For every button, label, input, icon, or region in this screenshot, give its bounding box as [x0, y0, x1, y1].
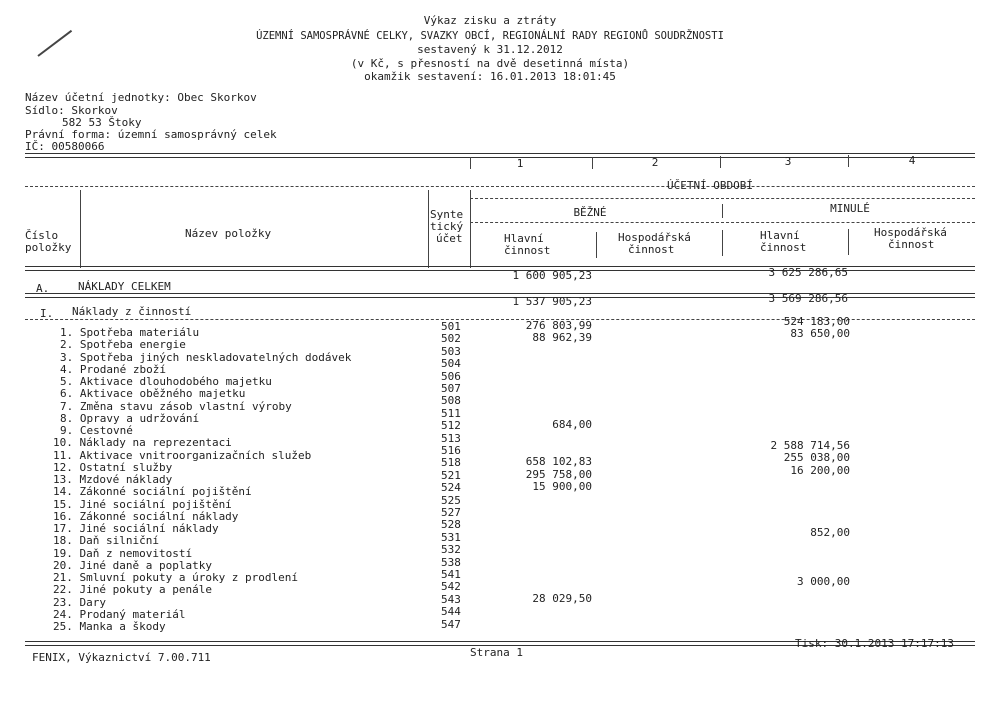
- col-num-4: 4: [908, 154, 916, 167]
- main-header-cur-2: činnost: [504, 244, 551, 257]
- item-no-header-2: položky: [25, 241, 72, 254]
- item-name: 23. Dary: [53, 595, 106, 609]
- item-account: 501: [441, 320, 461, 333]
- section-i-name: Náklady z činností: [72, 305, 192, 318]
- item-name: 21. Smluvní pokuty a úroky z prodlení: [53, 571, 299, 584]
- item-current-value: 658 102,83: [525, 455, 592, 469]
- section-i-previous: 3 569 286,56: [768, 292, 848, 305]
- item-account: 544: [441, 605, 461, 619]
- item-account: 547: [441, 617, 461, 631]
- item-account: 502: [441, 332, 461, 346]
- main-header-prev-2: činnost: [760, 241, 807, 254]
- item-account: 541: [441, 568, 461, 581]
- item-current-value: 295 758,00: [525, 467, 592, 481]
- item-current-value: 15 900,00: [532, 480, 592, 494]
- report-compiled-at: okamžik sestavení: 16.01.2013 18:01:45: [364, 70, 616, 83]
- unit-legal-form: Právní forma: územní samosprávný celek: [25, 128, 277, 141]
- item-no-header-1: Číslo: [25, 229, 59, 242]
- item-name: 6. Aktivace oběžného majetku: [60, 387, 246, 401]
- item-current-value: 88 962,39: [532, 331, 592, 345]
- item-account: 543: [441, 592, 461, 606]
- item-name: 9. Cestovné: [60, 424, 133, 437]
- unit-seat: Sídlo: Skorkov: [25, 104, 118, 117]
- econ-header-prev-1: Hospodářská: [874, 226, 947, 239]
- item-account: 507: [441, 382, 461, 395]
- item-account: 506: [441, 369, 461, 383]
- footer-page: Strana 1: [470, 646, 523, 659]
- item-account: 512: [441, 419, 461, 433]
- item-name: 7. Změna stavu zásob vlastní výroby: [60, 399, 292, 413]
- econ-header-cur-2: činnost: [628, 243, 675, 256]
- item-name: 8. Opravy a udržování: [60, 411, 200, 425]
- item-account: 503: [441, 344, 461, 358]
- item-previous-value: 3 000,00: [797, 575, 850, 589]
- item-name-header: Název položky: [185, 227, 272, 240]
- unit-name: Název účetní jednotky: Obec Skorkov: [25, 91, 257, 104]
- main-header-prev-1: Hlavní: [760, 229, 800, 242]
- synt-header-2: tický: [430, 220, 464, 233]
- section-a-name: NÁKLADY CELKEM: [78, 280, 171, 293]
- item-name: 1. Spotřeba materiálu: [60, 326, 200, 339]
- item-name: 20. Jiné daně a poplatky: [53, 558, 212, 572]
- item-current-value: 276 803,99: [525, 319, 592, 332]
- report-title: Výkaz zisku a ztráty: [423, 14, 557, 27]
- econ-header-prev-2: činnost: [888, 238, 935, 251]
- section-a-current: 1 600 905,23: [512, 269, 592, 282]
- report-subtitle: ÚZEMNÍ SAMOSPRÁVNÉ CELKY, SVAZKY OBCÍ, REGIONÁLNÍ RADY REGIONŮ SOUDRŽNOSTI: [256, 30, 724, 42]
- item-name: 19. Daň z nemovitostí: [53, 546, 193, 560]
- item-account: 508: [441, 394, 461, 408]
- footer-software: FENIX, Výkaznictví 7.00.711: [32, 651, 211, 664]
- item-name: 10. Náklady na reprezentaci: [53, 436, 232, 450]
- item-name: 2. Spotřeba energie: [60, 338, 186, 352]
- item-current-value: 684,00: [552, 418, 592, 432]
- item-name: 12. Ostatní služby: [53, 460, 173, 474]
- item-account: 542: [441, 580, 461, 594]
- item-name: 18. Daň silniční: [53, 534, 159, 548]
- item-account: 527: [441, 506, 461, 519]
- section-i-current: 1 537 905,23: [512, 295, 592, 308]
- item-previous-value: 852,00: [810, 525, 850, 539]
- item-account: 516: [441, 444, 461, 457]
- item-name: 16. Zákonné sociální náklady: [53, 509, 239, 523]
- item-account: 531: [441, 530, 461, 544]
- section-i-label: I.: [40, 307, 54, 320]
- item-account: 518: [441, 456, 461, 470]
- col-num-1: 1: [516, 157, 524, 170]
- item-account: 532: [441, 543, 461, 557]
- item-previous-value: 16 200,00: [790, 463, 850, 477]
- period-header: ÚČETNÍ OBDOBÍ: [666, 179, 754, 192]
- econ-header-cur-1: Hospodářská: [618, 231, 691, 244]
- section-a-previous: 3 625 286,65: [768, 266, 848, 279]
- item-previous-value: 2 588 714,56: [770, 439, 850, 452]
- col-num-2: 2: [651, 156, 659, 169]
- main-header-cur-1: Hlavní: [504, 232, 544, 245]
- item-name: 4. Prodané zboží: [60, 362, 166, 376]
- item-current-value: 28 029,50: [532, 591, 592, 605]
- item-name: 5. Aktivace dlouhodobého majetku: [60, 375, 272, 388]
- item-account: 511: [441, 406, 461, 420]
- item-name: 22. Jiné pokuty a penále: [53, 583, 212, 597]
- section-a-label: A.: [36, 282, 50, 295]
- previous-header: MINULÉ: [830, 202, 870, 215]
- item-name: 25. Manka a škody: [53, 620, 166, 633]
- item-account: 525: [441, 493, 461, 507]
- unit-ic: IČ: 00580066: [25, 140, 105, 153]
- item-previous-value: 524 183,00: [783, 315, 850, 328]
- item-previous-value: 83 650,00: [790, 327, 850, 341]
- item-account: 504: [441, 357, 461, 371]
- report-units: (v Kč, s přesností na dvě desetinná místa): [350, 57, 630, 70]
- unit-address: 582 53 Štoky: [62, 116, 142, 129]
- item-name: 13. Mzdové náklady: [53, 473, 173, 486]
- report-date: sestavený k 31.12.2012: [417, 43, 563, 56]
- synt-header-1: Synte: [430, 208, 464, 221]
- item-name: 14. Zákonné sociální pojištění: [53, 485, 252, 499]
- item-name: 3. Spotřeba jiných neskladovatelných dodávek: [60, 350, 352, 364]
- item-previous-value: 255 038,00: [783, 451, 850, 465]
- col-num-3: 3: [784, 155, 792, 168]
- item-account: 521: [441, 468, 461, 482]
- item-account: 538: [441, 555, 461, 569]
- footer-printed: Tisk: 30.1.2013 17:17:13: [795, 637, 954, 650]
- item-name: 15. Jiné sociální pojištění: [53, 497, 232, 511]
- item-name: 17. Jiné sociální náklady: [53, 522, 219, 535]
- item-name: 11. Aktivace vnitroorganizačních služeb: [53, 448, 312, 462]
- item-account: 513: [441, 431, 461, 445]
- pen-mark: [37, 30, 72, 57]
- current-header: BĚŽNÉ: [573, 206, 607, 219]
- item-account: 528: [441, 518, 461, 532]
- item-name: 24. Prodaný materiál: [53, 607, 186, 621]
- synt-header-3: účet: [436, 232, 463, 245]
- item-account: 524: [441, 481, 461, 495]
